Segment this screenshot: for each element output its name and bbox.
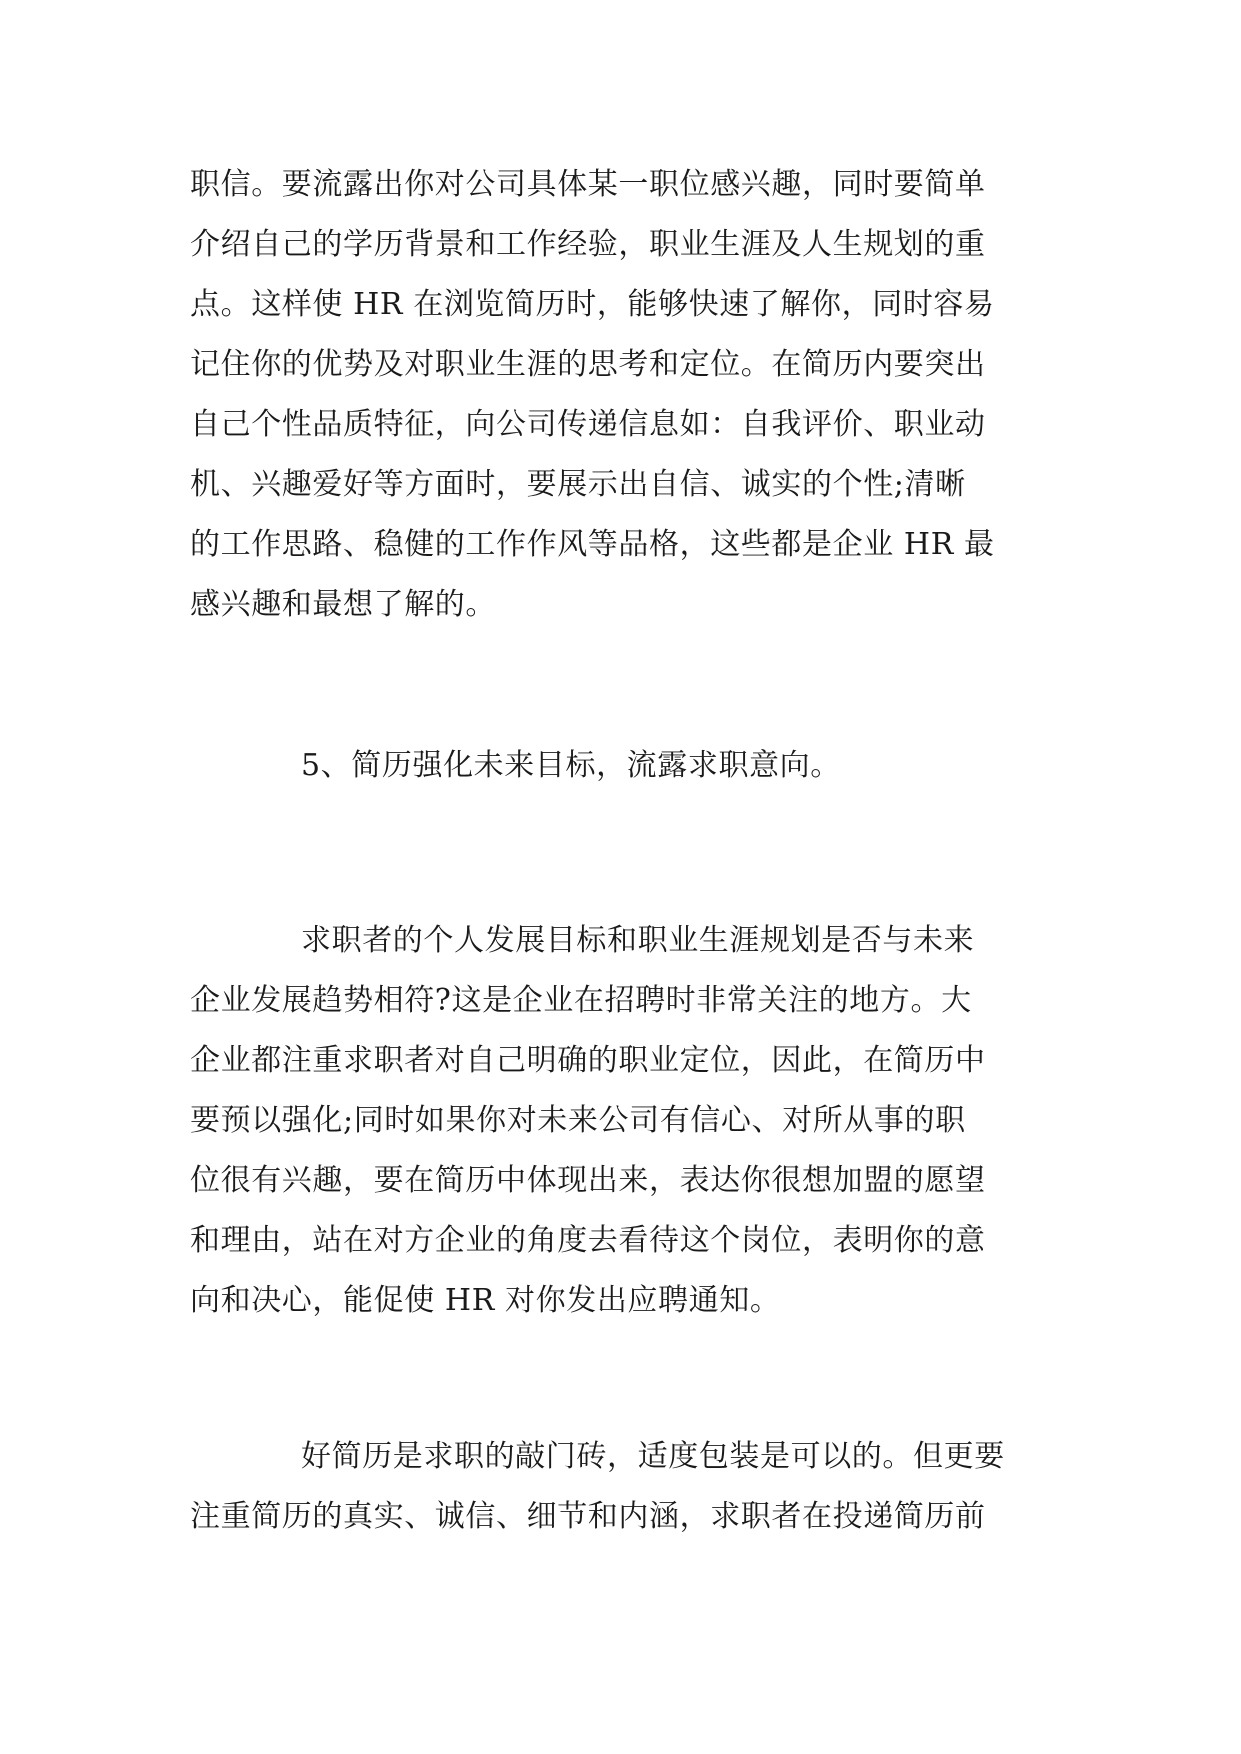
text-line: 记住你的优势及对职业生涯的思考和定位。在简历内要突出 [190,347,986,382]
heading-text: 5、简历强化未来目标，流露求职意向。 [301,748,841,783]
text-line: 点。这样使 HR 在浏览简历时，能够快速了解你，同时容易 [190,287,995,322]
body-paragraph [190,155,1070,635]
text-line: 求职者的个人发展目标和职业生涯规划是否与未来 [301,923,975,958]
text-line: 企业发展趋势相符?这是企业在招聘时非常关注的地方。大 [190,983,972,1018]
text-line: 介绍自己的学历背景和工作经验，职业生涯及人生规划的重 [190,227,986,262]
body-paragraph [190,911,1070,1331]
text-line: 注重简历的真实、诚信、细节和内涵，求职者在投递简历前 [190,1499,986,1534]
text-line: 企业都注重求职者对自己明确的职业定位，因此，在简历中 [190,1043,986,1078]
text-line: 感兴趣和最想了解的。 [190,587,496,622]
text-line: 的工作思路、稳健的工作作风等品格，这些都是企业 HR 最 [190,527,995,562]
text-line: 位很有兴趣，要在简历中体现出来，表达你很想加盟的愿望 [190,1163,986,1198]
text-line: 职信。要流露出你对公司具体某一职位感兴趣，同时要简单 [190,167,986,202]
text-line: 和理由，站在对方企业的角度去看待这个岗位，表明你的意 [190,1223,986,1258]
text-line: 要预以强化;同时如果你对未来公司有信心、对所从事的职 [190,1103,966,1138]
text-line: 自己个性品质特征，向公司传递信息如：自我评价、职业动 [190,407,986,442]
text-line: 机、兴趣爱好等方面时，要展示出自信、诚实的个性;清晰 [190,467,966,502]
text-line: 向和决心，能促使 HR 对你发出应聘通知。 [190,1283,781,1318]
section-heading [190,736,1070,796]
body-paragraph [190,1427,1070,1547]
text-line: 好简历是求职的敲门砖，适度包装是可以的。但更要 [301,1439,1005,1474]
